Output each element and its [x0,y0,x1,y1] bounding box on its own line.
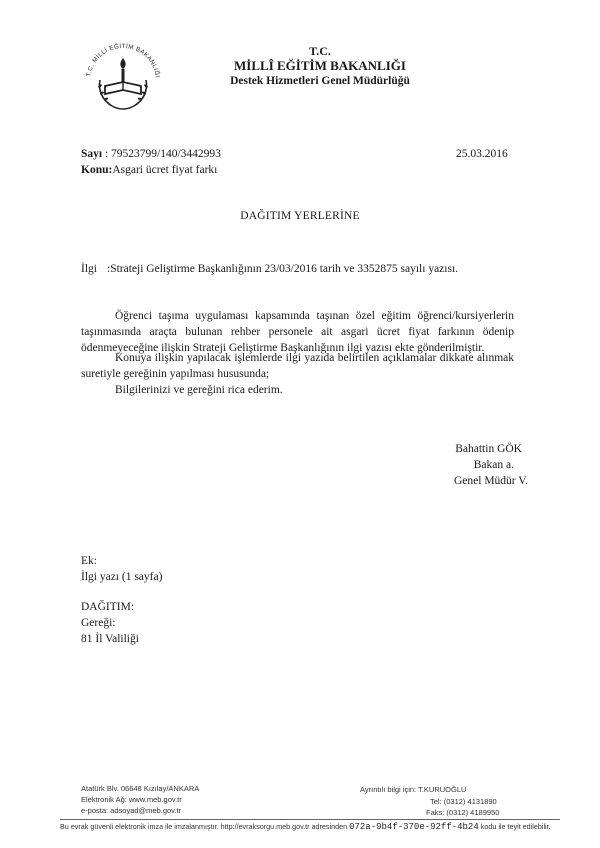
verification-note [60,822,551,832]
svg-text:T.C. MİLLİ EĞİTİM BAKANLIĞI: T.C. MİLLİ EĞİTİM BAKANLIĞI [85,42,161,79]
dagitim-item: 81 İl Valiliği [81,633,139,645]
addressee: DAĞITIM YERLERİNE [240,210,360,222]
signer-name: Bahattin GÖK [455,443,522,455]
footer-email: e-posta: adsoyad@meb.gov.tr [81,806,182,815]
sayi-value: : 79523799/140/3442993 [104,148,221,160]
body-paragraph-3: Bilgilerinizi ve gereğini rica ederim. [115,384,283,396]
konu-label: Konu: [81,164,113,176]
ministry-emblem-icon [80,36,166,122]
verification-text: Bu evrak güvenli elektronik imza ile imzalanmıştır. http://evraksorgu.meb.gov.tr adresinden [60,822,348,831]
header-department: Destek Hizmetleri Genel Müdürlüğü [230,75,410,87]
footer-info: Ayrıntılı bilgi için: T.KURUOĞLU [360,785,467,794]
ilgi-text: :Strateji Geliştirme Başkanlığının 23/03/2016 tarih ve 3352875 sayılı yazısı. [107,263,459,275]
ek-label: Ek: [81,555,97,567]
sayi-label: Sayı [81,148,103,160]
body-paragraph-1: Öğrenci taşıma uygulaması kapsamında taşınan özel eğitim öğrenci/kursiyerlerin taşınmasında araçta bulunan rehber personele ait asgari ücret fiyat farkının ödenip ödenmeyeceğine ilişkin Strateji Geliştirme Başkanlığının ilgi yazısı ekte gönderilmiştir. [81,310,514,354]
document-date: 25.03.2016 [456,148,508,160]
ek-item: İlgi yazı (1 sayfa) [81,571,163,583]
footer-address: Atatürk Blv. 06648 Kızılay/ANKARA [81,784,200,793]
footer-web: Elektronik Ağ: www.meb.gov.tr [81,795,182,804]
header-ministry-name: MİLLÎ EĞİTİM BAKANLIĞI [234,58,406,73]
ilgi-label: İlgi [81,263,97,275]
konu-row [81,164,217,176]
footer-tel: Tel: (0312) 4131890 [430,797,497,806]
footer-fax: Faks: (0312) 4189950 [426,808,500,817]
konu-value: Asgari ücret fiyat farkı [112,164,218,176]
signer-title-1: Bakan a. [473,459,514,471]
body-paragraph-2: Konuya ilişkin yapılacak işlemlerde ilgi yazıda belirtilen açıklamalar dikkate alınmak suretiyle gereğinin yapılması hususunda; [81,352,514,380]
dagitim-label: DAĞITIM: [81,601,135,613]
footer-divider [60,819,560,820]
header-line-tc: T.C. [309,44,331,58]
signer-title-2: Genel Müdür V. [453,475,528,487]
sayi-row [81,148,221,160]
verification-code: 072a-9b4f-370e-92ff-4b24 [349,822,479,832]
verification-suffix: kodu ile teyit edilebilir. [480,822,551,831]
dagitim-sub: Gereği: [81,617,116,629]
